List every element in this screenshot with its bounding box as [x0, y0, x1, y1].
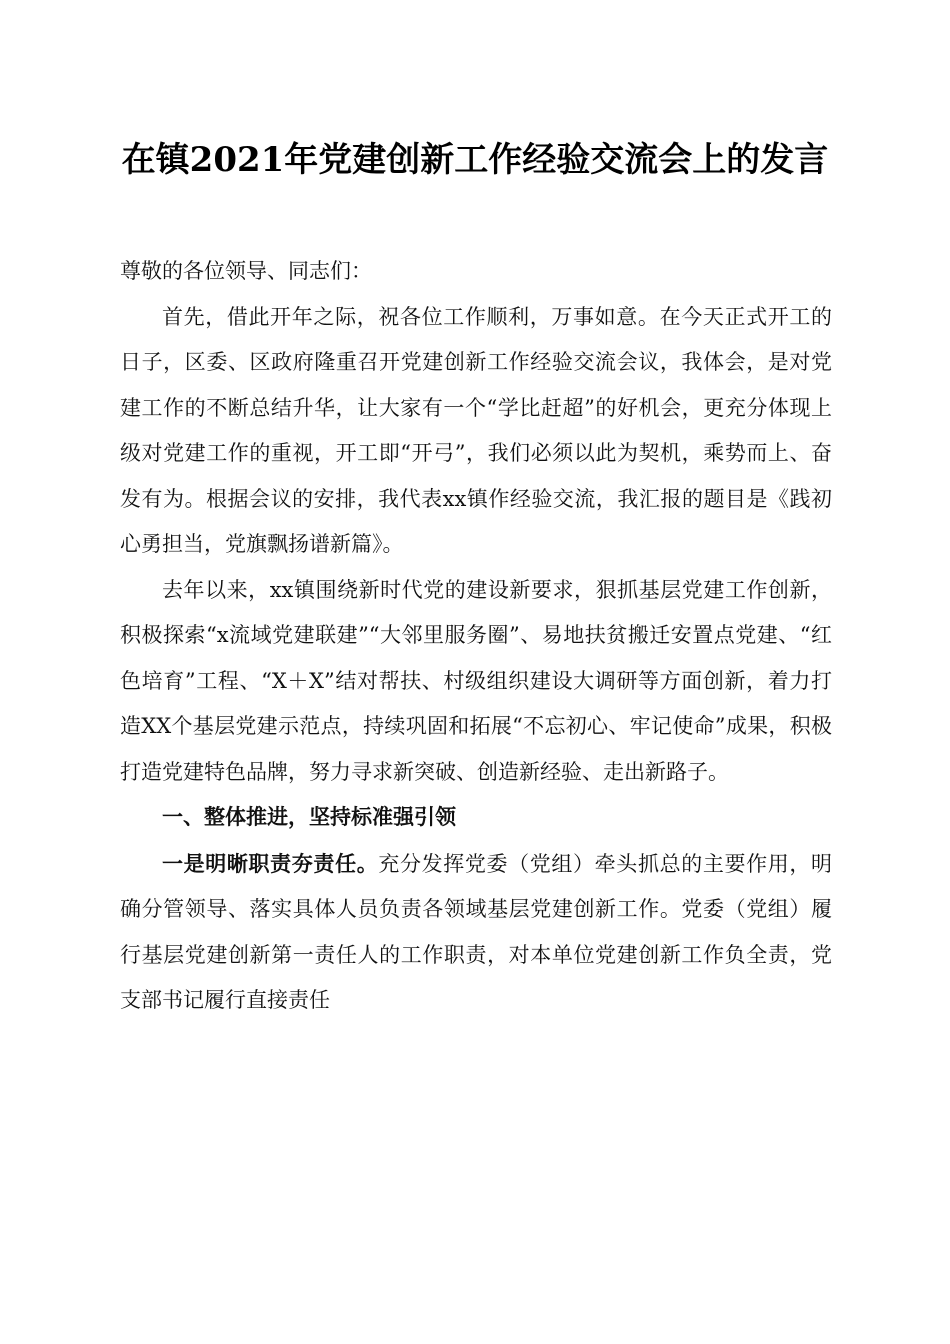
section-heading: 一、整体推进，坚持标准强引领	[162, 805, 456, 829]
salutation: 尊敬的各位领导、同志们：	[120, 259, 372, 283]
section-lead: 一是明晰职责夯责任。	[162, 850, 379, 876]
document-title: 在镇2021年党建创新工作经验交流会上的发言	[121, 140, 829, 180]
section-text: 充分发挥党委（党组）牵头抓总的主要作用，明确分管领导、落实具体人员负责各领域基层党建创新工作。党委（党组）履行基层党建创新第一责任人的工作职责，对本单位党建创新工作负全责，党支部书记履行直接责任	[120, 851, 833, 1012]
paragraph-overview: 去年以来，xx镇围绕新时代党的建设新要求，狠抓基层党建工作创新，积极探索“x流域党建联建”“大邻里服务圈”、易地扶贫搬迁安置点党建、“红色培育”工程、“X＋X”结对帮扶、村级组织建设大调研等方面创新，着力打造XX个基层党建示范点，持续巩固和拓展“不忘初心、牢记使命”成果，积极打造党建特色品牌，努力寻求新突破、创造新经验、走出新路子。	[120, 577, 832, 784]
paragraph-section-1	[120, 841, 832, 1024]
document-body	[120, 249, 832, 1024]
paragraph-opening: 首先，借此开年之际，祝各位工作顺利，万事如意。在今天正式开工的日子，区委、区政府隆重召开党建创新工作经验交流会议，我体会，是对党建工作的不断总结升华，让大家有一个“学比赶超”的好机会，更充分体现上级对党建工作的重视，开工即“开弓”，我们必须以此为契机，乘势而上、奋发有为。根据会议的安排，我代表xx镇作经验交流，我汇报的题目是《践初心勇担当，党旗飘扬谱新篇》。	[120, 304, 832, 556]
